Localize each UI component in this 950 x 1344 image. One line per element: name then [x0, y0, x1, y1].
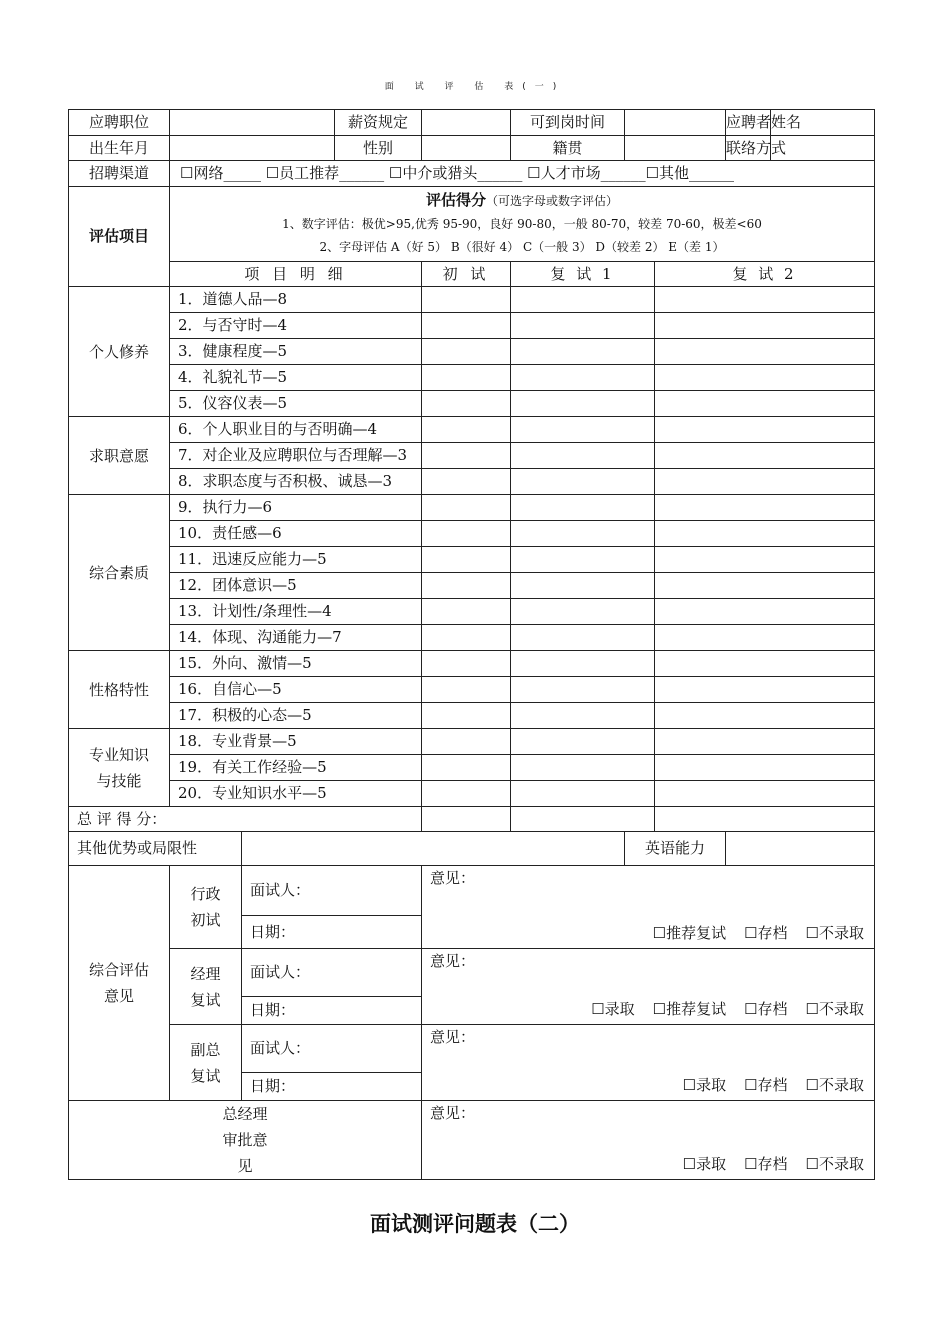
score-third[interactable]: [655, 573, 875, 599]
item-label: 7．对企业及应聘职位与否理解—3: [170, 443, 422, 469]
category-label: 求职意愿: [69, 417, 170, 495]
item-label: 3．健康程度—5: [170, 339, 422, 365]
score-first[interactable]: [422, 677, 511, 703]
score-second[interactable]: [511, 313, 655, 339]
interviewer-field[interactable]: 面试人：: [242, 866, 422, 916]
native-value[interactable]: [625, 136, 726, 161]
item-label: 6．个人职业目的与否明确—4: [170, 417, 422, 443]
total-second[interactable]: [511, 807, 655, 832]
item-label: 8．求职态度与否积极、诚恳—3: [170, 469, 422, 495]
decision-checkbox[interactable]: ☐存档: [744, 1155, 788, 1173]
score-third[interactable]: [655, 391, 875, 417]
birth-label: 出生年月: [69, 136, 170, 161]
score-second[interactable]: [511, 677, 655, 703]
score-second[interactable]: [511, 287, 655, 313]
round-label: 行政初试: [170, 866, 242, 949]
english-value[interactable]: [726, 832, 875, 866]
date-field[interactable]: 日期：: [242, 997, 422, 1025]
score-third[interactable]: [655, 703, 875, 729]
score-first[interactable]: [422, 495, 511, 521]
score-third[interactable]: [655, 677, 875, 703]
score-header: [170, 187, 875, 262]
score-note: （可选字母或数字评估）: [486, 194, 619, 208]
category-label: 个人修养: [69, 287, 170, 417]
score-title: 评估得分: [425, 191, 486, 209]
opinion-label: 意见：: [430, 1104, 476, 1122]
overall-opinion-label: 综合评估意见: [69, 866, 170, 1101]
name-label: 应聘者姓名: [726, 110, 771, 136]
score-first[interactable]: [422, 287, 511, 313]
available-label: 可到岗时间: [511, 110, 625, 136]
salary-label: 薪资规定: [335, 110, 422, 136]
round-label: 副总复试: [170, 1025, 242, 1101]
score-second[interactable]: [511, 651, 655, 677]
score-third[interactable]: [655, 625, 875, 651]
score-first[interactable]: [422, 469, 511, 495]
position-value[interactable]: [170, 110, 335, 136]
score-second[interactable]: [511, 599, 655, 625]
score-third[interactable]: [655, 495, 875, 521]
item-label: 13．计划性/条理性—4: [170, 599, 422, 625]
opinion-label: 意见：: [430, 869, 476, 887]
score-second[interactable]: [511, 469, 655, 495]
available-value[interactable]: [625, 110, 726, 136]
item-label: 4．礼貌礼节—5: [170, 365, 422, 391]
numeric-scale: 1、数字评估：极优>95,优秀 95-90，良好 90-80，一般 80-70，较差 70-60，极差<60: [282, 217, 762, 231]
col-second-header: 复 试 1: [511, 262, 655, 287]
score-second[interactable]: [511, 495, 655, 521]
item-label: 15．外向、激情—5: [170, 651, 422, 677]
other-label: 其他优势或局限性: [69, 832, 242, 866]
score-first[interactable]: [422, 339, 511, 365]
birth-value[interactable]: [170, 136, 335, 161]
decision-checkbox[interactable]: ☐不录取: [805, 1155, 864, 1173]
item-label: 10．责任感—6: [170, 521, 422, 547]
decision-checkbox[interactable]: ☐推荐复试: [652, 924, 727, 942]
score-third[interactable]: [655, 287, 875, 313]
score-second[interactable]: [511, 417, 655, 443]
item-label: 2．与否守时—4: [170, 313, 422, 339]
channel-options[interactable]: ☐网络_____ ☐员工推荐______ ☐中介或猎头______ ☐人才市场______☐其他______: [170, 161, 875, 187]
score-third[interactable]: [655, 547, 875, 573]
item-label: 12．团体意识—5: [170, 573, 422, 599]
col-first-header: 初 试: [422, 262, 511, 287]
col-detail-header: 项 目 明 细: [170, 262, 422, 287]
score-third[interactable]: [655, 755, 875, 781]
item-label: 18．专业背景—5: [170, 729, 422, 755]
score-third[interactable]: [655, 599, 875, 625]
category-label: 综合素质: [69, 495, 170, 651]
total-first[interactable]: [422, 807, 511, 832]
letter-scale: 2、字母评估 A（好 5） B（很好 4） C（一般 3） D（较差 2） E（差 1）: [319, 240, 725, 254]
gm-approval-label: 总经理审批意见: [69, 1101, 422, 1180]
gender-value[interactable]: [422, 136, 511, 161]
document-title: 面 试 评 估 表(一): [384, 82, 566, 92]
score-first[interactable]: [422, 599, 511, 625]
score-first[interactable]: [422, 729, 511, 755]
score-first[interactable]: [422, 573, 511, 599]
item-label: 17．积极的心态—5: [170, 703, 422, 729]
decision-checkbox[interactable]: ☐录取: [682, 1155, 727, 1173]
opinion-label: 意见：: [430, 952, 476, 970]
score-second[interactable]: [511, 625, 655, 651]
total-third[interactable]: [655, 807, 875, 832]
score-first[interactable]: [422, 547, 511, 573]
score-third[interactable]: [655, 729, 875, 755]
score-third[interactable]: [655, 417, 875, 443]
score-first[interactable]: [422, 313, 511, 339]
gender-label: 性别: [335, 136, 422, 161]
score-second[interactable]: [511, 391, 655, 417]
score-third[interactable]: [655, 469, 875, 495]
score-first[interactable]: [422, 417, 511, 443]
score-second[interactable]: [511, 365, 655, 391]
round-label: 经理复试: [170, 949, 242, 1025]
other-value[interactable]: [242, 832, 625, 866]
position-label: 应聘职位: [69, 110, 170, 136]
score-second[interactable]: [511, 443, 655, 469]
score-second[interactable]: [511, 781, 655, 807]
score-third[interactable]: [655, 443, 875, 469]
score-second[interactable]: [511, 573, 655, 599]
score-first[interactable]: [422, 443, 511, 469]
score-second[interactable]: [511, 755, 655, 781]
score-first[interactable]: [422, 391, 511, 417]
col-third-header: 复 试 2: [655, 262, 875, 287]
decision-checkbox[interactable]: ☐不录取: [805, 1076, 864, 1094]
next-section-title: 面试测评问题表（二）: [370, 1212, 580, 1236]
score-second[interactable]: [511, 729, 655, 755]
score-second[interactable]: [511, 521, 655, 547]
score-first[interactable]: [422, 521, 511, 547]
score-third[interactable]: [655, 651, 875, 677]
date-field[interactable]: 日期：: [242, 1073, 422, 1101]
item-label: 20．专业知识水平—5: [170, 781, 422, 807]
opinion-box[interactable]: [422, 866, 875, 949]
score-third[interactable]: [655, 365, 875, 391]
category-label: 专业知识与技能: [69, 729, 170, 807]
interviewer-field[interactable]: 面试人：: [242, 1025, 422, 1073]
decision-checkbox[interactable]: ☐存档: [744, 1000, 788, 1018]
interview-evaluation-table: [68, 109, 875, 1180]
item-label: 5．仪容仪表—5: [170, 391, 422, 417]
score-second[interactable]: [511, 703, 655, 729]
score-first[interactable]: [422, 781, 511, 807]
channel-label: 招聘渠道: [69, 161, 170, 187]
item-label: 16．自信心—5: [170, 677, 422, 703]
decision-checkbox[interactable]: ☐录取: [682, 1076, 727, 1094]
native-label: 籍贯: [511, 136, 625, 161]
score-first[interactable]: [422, 365, 511, 391]
opinion-box[interactable]: [422, 1025, 875, 1101]
opinion-label: 意见：: [430, 1028, 476, 1046]
date-field[interactable]: 日期：: [242, 916, 422, 949]
salary-value[interactable]: [422, 110, 511, 136]
decision-checkbox[interactable]: ☐录取: [591, 1000, 635, 1018]
contact-value[interactable]: [771, 136, 875, 161]
evaluation-item-label: 评估项目: [69, 187, 170, 287]
score-third[interactable]: [655, 313, 875, 339]
score-first[interactable]: [422, 651, 511, 677]
gm-opinion-box[interactable]: [422, 1101, 875, 1180]
score-first[interactable]: [422, 755, 511, 781]
item-label: 19．有关工作经验—5: [170, 755, 422, 781]
interviewer-field[interactable]: 面试人：: [242, 949, 422, 997]
score-third[interactable]: [655, 521, 875, 547]
score-third[interactable]: [655, 339, 875, 365]
score-first[interactable]: [422, 703, 511, 729]
decision-checkbox[interactable]: ☐不录取: [805, 924, 864, 942]
score-second[interactable]: [511, 339, 655, 365]
decision-checkbox[interactable]: ☐不录取: [805, 1000, 864, 1018]
decision-checkbox[interactable]: ☐推荐复试: [652, 1000, 727, 1018]
decision-checkbox[interactable]: ☐存档: [744, 1076, 788, 1094]
decision-checkbox[interactable]: ☐存档: [744, 924, 788, 942]
total-label: 总 评 得 分：: [69, 807, 422, 832]
item-label: 1．道德人品—8: [170, 287, 422, 313]
score-second[interactable]: [511, 547, 655, 573]
item-label: 14．体现、沟通能力—7: [170, 625, 422, 651]
contact-label: 联络方式: [726, 136, 771, 161]
item-label: 11．迅速反应能力—5: [170, 547, 422, 573]
category-label: 性格特性: [69, 651, 170, 729]
opinion-box[interactable]: [422, 949, 875, 1025]
score-first[interactable]: [422, 625, 511, 651]
english-label: 英语能力: [625, 832, 726, 866]
score-third[interactable]: [655, 781, 875, 807]
item-label: 9．执行力—6: [170, 495, 422, 521]
